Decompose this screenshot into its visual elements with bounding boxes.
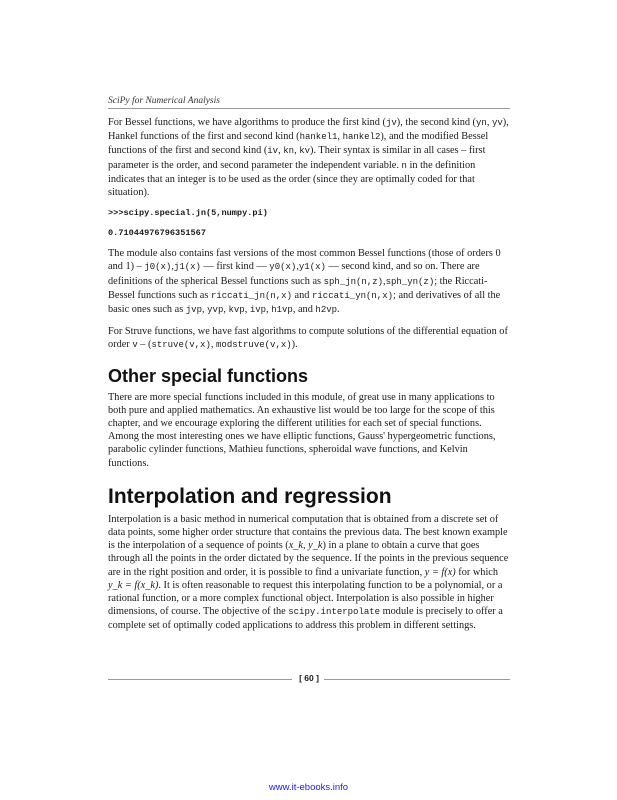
watermark-link[interactable]: www.it-ebooks.info	[268, 782, 349, 793]
running-head: SciPy for Numerical Analysis	[108, 96, 220, 106]
footer-rule-left	[108, 679, 292, 680]
code-input: >>>scipy.special.jn(5,numpy.pi)	[108, 208, 268, 219]
section-heading-other-special-functions: Other special functions	[108, 365, 309, 386]
other-special-functions-paragraph: There are more special functions included in this module, of great use in many applications to both pure and applied mathematics. An exhaustive list would be too large for the scope of this chapter, and we encourage exploring the different utilities for each set of special functions. Among the most interesting ones we have elliptic functions, Gauss' hypergeometric functions, parabolic cylinder functions, Mathieu functions, spheroidal wave functions, and Kelvin functions.	[108, 391, 496, 469]
interpolation-paragraph: Interpolation is a basic method in numerical computation that is obtained from a discrete set of data points, some higher order structure that contains the previous data. The best known example is the interpolation of a sequence of points (x_k, y_k) in a plane to obtain a curve that goes through all the points in the order dictated by the sequence. If the points in the previous sequence are in the right position and order, it is possible to find a univariate function, y = f(x) for which y_k = f(x_k). It is often reasonable to request this interpolating function to be a polynomial, or a rational function, or a more complex functional object. Interpolation is also possible in higher dimensions, of course. The objective of the scipy.interpolate module is precisely to offer a complete set of optimally coded applications to address this problem in different settings.	[108, 513, 509, 632]
footer-rule-right	[324, 679, 510, 680]
struve-paragraph: For Struve functions, we have fast algorithms to compute solutions of the differential equation of order v – (struve(v,x), modstruve(v,x)).	[108, 326, 508, 351]
header-rule	[108, 108, 510, 109]
page-content	[108, 116, 511, 641]
bessel-paragraph: For Bessel functions, we have algorithms to produce the first kind (jv), the second kind (yn, yv), Hankel functions of the first and second kind (hankel1, hankel2), and the modified Bessel functions of the first and second kind (iv, kn, kv). Their syntax is similar in all cases – first parameter is the order, and second parameter the independent variable. n in the definition indicates that an integer is to be used as the order (since they are optimally coded for that situation).	[108, 117, 509, 199]
page-number: [ 60 ]	[299, 673, 319, 683]
fast-bessel-paragraph: The module also contains fast versions of the most common Bessel functions (those of orders 0 and 1) – j0(x),j1(x) — first kind — y0(x),y1(x) — second kind, and so on. There are definitions of the spherical Bessel functions such as sph_jn(n,z),sph_yn(z); the Riccati-Bessel functions such as riccati_jn(n,x) and riccati_yn(n,x); and derivatives of all the basic ones such as jvp, yvp, kvp, ivp, h1vp, and h2vp.	[108, 248, 501, 316]
code-output: 0.710449767963515​67	[108, 228, 206, 239]
section-heading-interpolation: Interpolation and regression	[108, 484, 392, 508]
